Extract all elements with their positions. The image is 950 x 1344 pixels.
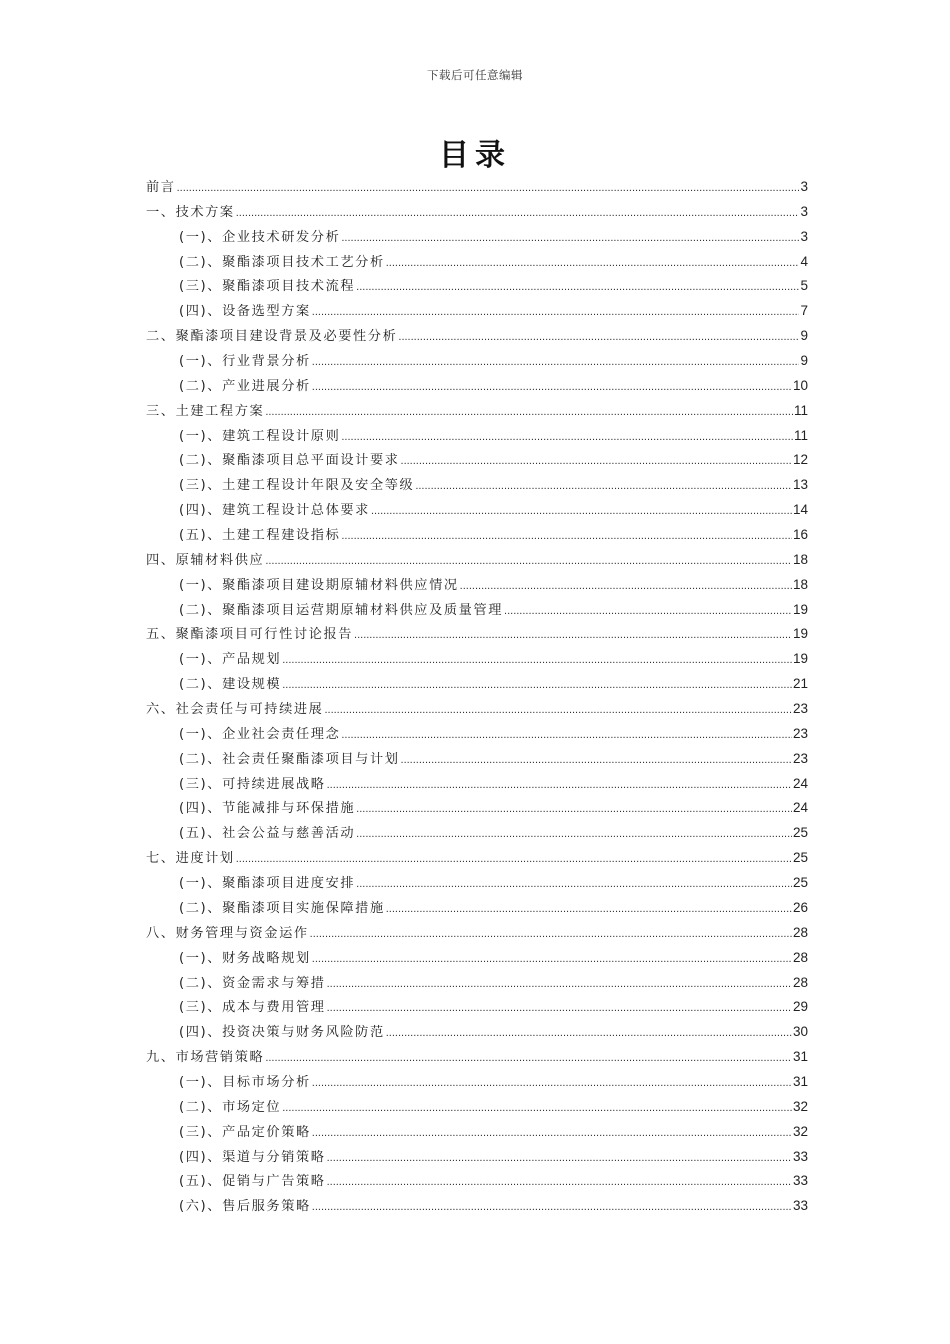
- toc-entry-title: (二)、社会责任聚酯漆项目与计划: [179, 751, 400, 767]
- toc-dot-leader: [356, 872, 792, 897]
- toc-page-number: 33: [792, 1148, 808, 1164]
- toc-page-number: 26: [792, 899, 808, 915]
- toc-dot-leader: [401, 748, 792, 773]
- toc-page-number: 29: [792, 999, 808, 1015]
- toc-page-number: 25: [792, 875, 808, 891]
- toc-section-entry[interactable]: [146, 473, 808, 498]
- toc-page-number: 9: [800, 328, 808, 344]
- toc-page-number: 4: [800, 253, 808, 269]
- toc-dot-leader: [312, 375, 792, 400]
- toc-dot-leader: [236, 201, 800, 226]
- toc-section-entry[interactable]: [146, 498, 808, 523]
- toc-entry-title: (三)、聚酯漆项目技术流程: [179, 279, 356, 295]
- toc-section-entry[interactable]: [146, 995, 808, 1020]
- toc-page-number: 25: [792, 825, 808, 841]
- toc-dot-leader: [386, 1021, 792, 1046]
- toc-page-number: 32: [792, 1098, 808, 1114]
- toc-dot-leader: [341, 226, 799, 251]
- toc-entry-title: (二)、产业进展分析: [179, 378, 311, 394]
- toc-entry-title: (四)、渠道与分销策略: [179, 1149, 326, 1165]
- toc-entry-title: 四、原辅材料供应: [146, 552, 265, 568]
- toc-section-entry[interactable]: [146, 722, 808, 747]
- toc-entry-title: (四)、建筑工程设计总体要求: [179, 503, 370, 519]
- toc-page-number: 3: [800, 203, 808, 219]
- toc-entry-title: (一)、聚酯漆项目进度安排: [179, 876, 356, 892]
- toc-section-entry[interactable]: [146, 1169, 808, 1194]
- toc-section-entry[interactable]: [146, 1120, 808, 1145]
- toc-chapter-entry[interactable]: [146, 697, 808, 722]
- toc-page-number: 18: [792, 551, 808, 567]
- toc-dot-leader: [324, 698, 792, 723]
- toc-page-number: 10: [792, 377, 808, 393]
- toc-entry-title: (二)、资金需求与筹措: [179, 975, 326, 991]
- toc-section-entry[interactable]: [146, 821, 808, 846]
- toc-dot-leader: [356, 275, 799, 300]
- toc-page-number: 14: [792, 502, 808, 518]
- toc-dot-leader: [282, 673, 792, 698]
- toc-dot-leader: [282, 1096, 792, 1121]
- toc-entry-title: (五)、促销与广告策略: [179, 1174, 326, 1190]
- toc-entry-title: (四)、投资决策与财务风险防范: [179, 1025, 385, 1041]
- toc-section-entry[interactable]: [146, 424, 808, 449]
- toc-page-number: 24: [792, 800, 808, 816]
- toc-entry-title: 七、进度计划: [146, 851, 235, 867]
- toc-section-entry[interactable]: [146, 374, 808, 399]
- toc-page-number: 7: [800, 303, 808, 319]
- toc-section-entry[interactable]: [146, 349, 808, 374]
- toc-page-number: 31: [792, 1073, 808, 1089]
- toc-page-number: 3: [800, 228, 808, 244]
- toc-entry-title: (六)、售后服务策略: [179, 1199, 311, 1215]
- toc-dot-leader: [312, 1121, 792, 1146]
- toc-page-number: 24: [792, 775, 808, 791]
- toc-entry-title: (五)、土建工程建设指标: [179, 528, 341, 544]
- toc-section-entry[interactable]: [146, 896, 808, 921]
- toc-page-number: 12: [792, 452, 808, 468]
- toc-entry-title: 一、技术方案: [146, 204, 235, 220]
- toc-dot-leader: [341, 524, 792, 549]
- toc-page-number: 3: [800, 179, 808, 194]
- toc-dot-leader: [386, 251, 800, 276]
- toc-page-number: 28: [792, 924, 808, 940]
- toc-entry-title: (二)、聚酯漆项目总平面设计要求: [179, 453, 400, 469]
- toc-dot-leader: [327, 972, 792, 997]
- toc-dot-leader: [312, 1195, 792, 1220]
- toc-entry-title: (四)、设备选型方案: [179, 304, 311, 320]
- toc-chapter-entry[interactable]: [146, 921, 808, 946]
- toc-title: 目录: [439, 138, 511, 173]
- toc-page-number: 23: [792, 701, 808, 717]
- toc-dot-leader: [327, 1146, 792, 1171]
- toc-entry-title: 前言: [146, 180, 176, 195]
- toc-entry-title: (三)、成本与费用管理: [179, 1000, 326, 1016]
- toc-page-number: 28: [792, 974, 808, 990]
- toc-dot-leader: [312, 947, 792, 972]
- toc-page-number: 33: [792, 1198, 808, 1214]
- toc-chapter-entry[interactable]: [146, 399, 808, 424]
- toc-page-number: 13: [792, 477, 808, 493]
- toc-section-entry[interactable]: [146, 1194, 808, 1219]
- toc-page-number: 9: [800, 353, 808, 369]
- toc-entry-title: 三、土建工程方案: [146, 403, 265, 419]
- toc-page-number: 28: [792, 949, 808, 965]
- toc-page-number: 11: [793, 427, 808, 443]
- toc-section-entry[interactable]: [146, 448, 808, 473]
- toc-dot-leader: [327, 1170, 792, 1195]
- toc-page-number: 25: [792, 850, 808, 866]
- toc-page-number: 19: [792, 626, 808, 642]
- toc-entry-title: 二、聚酯漆项目建设背景及必要性分析: [146, 329, 398, 345]
- toc-entry-title: (一)、目标市场分析: [179, 1074, 311, 1090]
- toc-page-number: 19: [792, 651, 808, 667]
- toc-dot-leader: [356, 822, 792, 847]
- toc-dot-leader: [398, 325, 799, 350]
- toc-entry-title: (三)、土建工程设计年限及安全等级: [179, 478, 415, 494]
- toc-entry-title: (二)、建设规模: [179, 677, 282, 693]
- toc-section-entry[interactable]: [146, 796, 808, 821]
- toc-dot-leader: [236, 847, 792, 872]
- toc-section-entry[interactable]: [146, 299, 808, 324]
- toc-chapter-entry[interactable]: [146, 548, 808, 573]
- toc-entry-title: (一)、产品规划: [179, 652, 282, 668]
- toc-list: [146, 175, 808, 1219]
- toc-page-number: 18: [792, 576, 808, 592]
- toc-entry-title: (一)、财务战略规划: [179, 950, 311, 966]
- toc-entry-title: (一)、企业社会责任理念: [179, 726, 341, 742]
- toc-dot-leader: [504, 599, 792, 624]
- toc-page-number: 30: [792, 1024, 808, 1040]
- toc-section-entry[interactable]: [146, 225, 808, 250]
- toc-entry-title: (三)、可持续进展战略: [179, 776, 326, 792]
- toc-section-entry[interactable]: [146, 747, 808, 772]
- toc-entry-title: (二)、聚酯漆项目运营期原辅材料供应及质量管理: [179, 602, 504, 618]
- toc-page-number: 32: [792, 1123, 808, 1139]
- toc-entry-title: 五、聚酯漆项目可行性讨论报告: [146, 627, 354, 643]
- toc-dot-leader: [312, 1071, 792, 1096]
- toc-chapter-entry[interactable]: [146, 324, 808, 349]
- toc-page-number: 11: [793, 402, 808, 418]
- toc-chapter-entry[interactable]: [146, 846, 808, 871]
- page-header-note: 下载后可任意编辑: [427, 68, 523, 82]
- toc-dot-leader: [415, 474, 792, 499]
- toc-page-number: 33: [792, 1173, 808, 1189]
- toc-dot-leader: [327, 996, 792, 1021]
- toc-entry-title: (一)、企业技术研发分析: [179, 229, 341, 245]
- toc-entry-title: (一)、聚酯漆项目建设期原辅材料供应情况: [179, 577, 459, 593]
- toc-section-entry[interactable]: [146, 871, 808, 896]
- toc-entry-title: 九、市场营销策略: [146, 1050, 265, 1066]
- toc-entry-title: (一)、建筑工程设计原则: [179, 428, 341, 444]
- toc-entry-title: (三)、产品定价策略: [179, 1124, 311, 1140]
- toc-page-number: 5: [800, 278, 808, 294]
- toc-entry-title: (二)、聚酯漆项目实施保障措施: [179, 900, 385, 916]
- toc-section-entry[interactable]: [146, 1020, 808, 1045]
- toc-section-entry[interactable]: [146, 573, 808, 598]
- toc-section-entry[interactable]: [146, 1095, 808, 1120]
- toc-page-number: 23: [792, 750, 808, 766]
- toc-entry-title: (二)、市场定位: [179, 1099, 282, 1115]
- toc-chapter-entry[interactable]: [146, 622, 808, 647]
- toc-page-number: 21: [792, 676, 808, 692]
- toc-entry-title: 八、财务管理与资金运作: [146, 925, 309, 941]
- toc-page-number: 16: [792, 527, 808, 543]
- toc-dot-leader: [327, 773, 792, 798]
- toc-chapter-entry[interactable]: [146, 1045, 808, 1070]
- toc-section-entry[interactable]: [146, 1145, 808, 1170]
- toc-dot-leader: [282, 648, 792, 673]
- toc-dot-leader: [265, 1046, 792, 1071]
- toc-dot-leader: [312, 300, 800, 325]
- toc-dot-leader: [371, 499, 792, 524]
- toc-section-entry[interactable]: [146, 598, 808, 623]
- toc-section-entry[interactable]: [146, 1070, 808, 1095]
- toc-dot-leader: [354, 623, 792, 648]
- toc-dot-leader: [341, 723, 792, 748]
- toc-entry-title: 六、社会责任与可持续进展: [146, 702, 324, 718]
- toc-section-entry[interactable]: [146, 250, 808, 275]
- toc-dot-leader: [265, 400, 793, 425]
- toc-chapter-entry[interactable]: [146, 200, 808, 225]
- toc-dot-leader: [310, 922, 792, 947]
- toc-dot-leader: [460, 574, 792, 599]
- toc-section-entry[interactable]: [146, 647, 808, 672]
- toc-section-entry[interactable]: [146, 772, 808, 797]
- toc-section-entry[interactable]: [146, 672, 808, 697]
- toc-page-number: 23: [792, 725, 808, 741]
- toc-entry-title: (四)、节能减排与环保措施: [179, 801, 356, 817]
- toc-page-number: 19: [792, 601, 808, 617]
- toc-section-entry[interactable]: [146, 946, 808, 971]
- toc-page-number: 31: [792, 1049, 808, 1065]
- toc-dot-leader: [401, 449, 792, 474]
- toc-entry-title: (二)、聚酯漆项目技术工艺分析: [179, 254, 385, 270]
- toc-section-entry[interactable]: [146, 523, 808, 548]
- toc-dot-leader: [356, 797, 792, 822]
- toc-dot-leader: [312, 350, 800, 375]
- toc-entry-title: (五)、社会公益与慈善活动: [179, 826, 356, 842]
- toc-dot-leader: [265, 549, 792, 574]
- toc-chapter-entry[interactable]: [146, 175, 808, 200]
- toc-section-entry[interactable]: [146, 971, 808, 996]
- toc-dot-leader: [177, 176, 800, 201]
- toc-dot-leader: [341, 425, 793, 450]
- toc-section-entry[interactable]: [146, 274, 808, 299]
- toc-entry-title: (一)、行业背景分析: [179, 354, 311, 370]
- toc-dot-leader: [386, 897, 792, 922]
